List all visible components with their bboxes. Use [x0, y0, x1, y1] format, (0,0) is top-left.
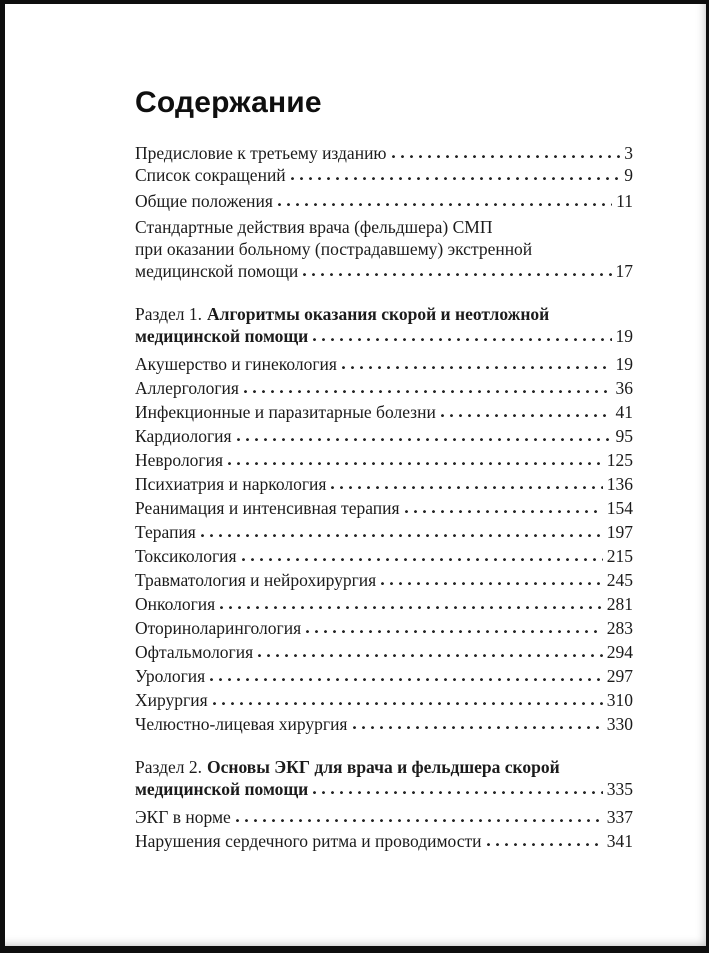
toc-entry-label: Онкология [135, 594, 216, 614]
dot-leader [244, 389, 612, 394]
toc-entry-label: Урология [135, 666, 206, 686]
toc-entry-page: 197 [606, 522, 633, 542]
toc-entry-label: Список сокращений [135, 165, 286, 185]
toc-entry [135, 401, 633, 423]
toc-entry-label: Акушерство и гинекология [135, 354, 337, 374]
toc-entry-label: Предисловие к третьему изданию [135, 143, 387, 163]
toc-entry-label: Оториноларингология [135, 618, 302, 638]
toc-entry-label: Нарушения сердечного ритма и проводимости [135, 831, 482, 851]
toc-entry-page: 294 [606, 642, 633, 662]
dot-leader [291, 176, 621, 181]
dot-leader [306, 629, 603, 634]
dot-leader [210, 677, 603, 682]
toc-entry-page: 283 [606, 618, 633, 638]
section-heading [135, 756, 633, 800]
toc-entry [135, 806, 633, 828]
dot-leader [487, 842, 603, 847]
dot-leader [313, 790, 602, 795]
toc-entry-page: 154 [606, 498, 633, 518]
toc-entry-label: Реанимация и интенсивная терапия [135, 498, 400, 518]
dot-leader [313, 337, 611, 342]
toc-entry-page: 136 [606, 474, 633, 494]
dot-leader [220, 605, 603, 610]
toc-entry-label: Стандартные действия врача (фельдшера) СМП [135, 217, 493, 237]
section-title: медицинской помощи [135, 779, 309, 799]
toc-entry-label: ЭКГ в норме [135, 807, 231, 827]
toc-entry-page: 310 [606, 690, 633, 710]
section-page: 335 [606, 779, 633, 799]
toc-entry-label: Хирургия [135, 690, 208, 710]
toc-entry [135, 216, 633, 282]
dot-leader [201, 533, 603, 538]
toc-entry [135, 521, 633, 543]
toc-entry [135, 425, 633, 447]
toc-entry [135, 190, 633, 212]
dot-leader [342, 365, 612, 370]
book-page [5, 4, 706, 946]
toc-entry-label: Токсикология [135, 546, 237, 566]
dot-leader [278, 202, 612, 207]
section-title: Основы ЭКГ для врача и фельдшера скорой [207, 757, 560, 777]
section-number: Раздел 1. [135, 304, 203, 324]
toc-entry-label: Терапия [135, 522, 196, 542]
dot-leader [381, 581, 603, 586]
toc-entry-label: Инфекционные и паразитарные болезни [135, 402, 436, 422]
dot-leader [236, 818, 603, 823]
toc-entry-label: Общие положения [135, 191, 273, 211]
toc-entry [135, 497, 633, 519]
dot-leader [242, 557, 603, 562]
toc-entry-label: Офтальмология [135, 642, 254, 662]
dot-leader [331, 485, 602, 490]
toc-entry-page: 125 [606, 450, 633, 470]
toc-entry-page: 297 [606, 666, 633, 686]
section-title: Алгоритмы оказания скорой и неотложной [207, 304, 550, 324]
toc-entry [135, 830, 633, 852]
dot-leader [353, 725, 603, 730]
toc-entry-page: 36 [615, 378, 633, 398]
toc-entry [135, 593, 633, 615]
toc-entry-label: Травматология и нейрохирургия [135, 570, 377, 590]
toc-entry-page: 330 [606, 714, 633, 734]
toc-entry [135, 689, 633, 711]
section-page: 19 [615, 326, 633, 346]
toc-entry-page: 245 [606, 570, 633, 590]
toc-entry [135, 353, 633, 375]
dot-leader [405, 509, 603, 514]
toc-entry [135, 545, 633, 567]
section-number: Раздел 2. [135, 757, 203, 777]
dot-leader [392, 154, 621, 159]
dot-leader [441, 413, 612, 418]
dot-leader [228, 461, 603, 466]
toc-entry [135, 569, 633, 591]
toc-entry-label: Психиатрия и наркология [135, 474, 327, 494]
toc-entry-page: 9 [624, 165, 633, 185]
toc-entry-page: 95 [615, 426, 633, 446]
toc-entry-page: 41 [615, 402, 633, 422]
toc-entry-label: Неврология [135, 450, 224, 470]
section-title: медицинской помощи [135, 326, 309, 346]
toc-entry-page: 215 [606, 546, 633, 566]
dot-leader [258, 653, 603, 658]
toc-entry-label: Челюстно-лицевая хирургия [135, 714, 348, 734]
toc-entry [135, 164, 633, 186]
toc-entry-page: 337 [606, 807, 633, 827]
toc-entry [135, 617, 633, 639]
dot-leader [237, 437, 612, 442]
toc-entry-label: при оказании больному (пострадавшему) экстренной [135, 239, 533, 259]
toc-entry-label: Кардиология [135, 426, 232, 446]
toc-entry [135, 449, 633, 471]
section-heading [135, 303, 633, 347]
toc-entry [135, 641, 633, 663]
toc-entry-page: 17 [615, 261, 633, 281]
page-title: Содержание [135, 86, 322, 119]
toc-entry [135, 713, 633, 735]
toc-entry [135, 473, 633, 495]
toc-entry-page: 11 [616, 191, 633, 211]
toc-entry-label: Аллергология [135, 378, 239, 398]
toc-entry-page: 19 [615, 354, 633, 374]
dot-leader [303, 272, 611, 277]
toc-entry [135, 665, 633, 687]
toc-entry-label: медицинской помощи [135, 261, 299, 281]
toc-entry-page: 281 [606, 594, 633, 614]
toc-entry-page: 341 [606, 831, 633, 851]
toc-entry-page: 3 [624, 143, 633, 163]
toc-entry [135, 377, 633, 399]
toc-entry [135, 142, 633, 164]
toc-content [135, 86, 633, 852]
dot-leader [213, 701, 603, 706]
